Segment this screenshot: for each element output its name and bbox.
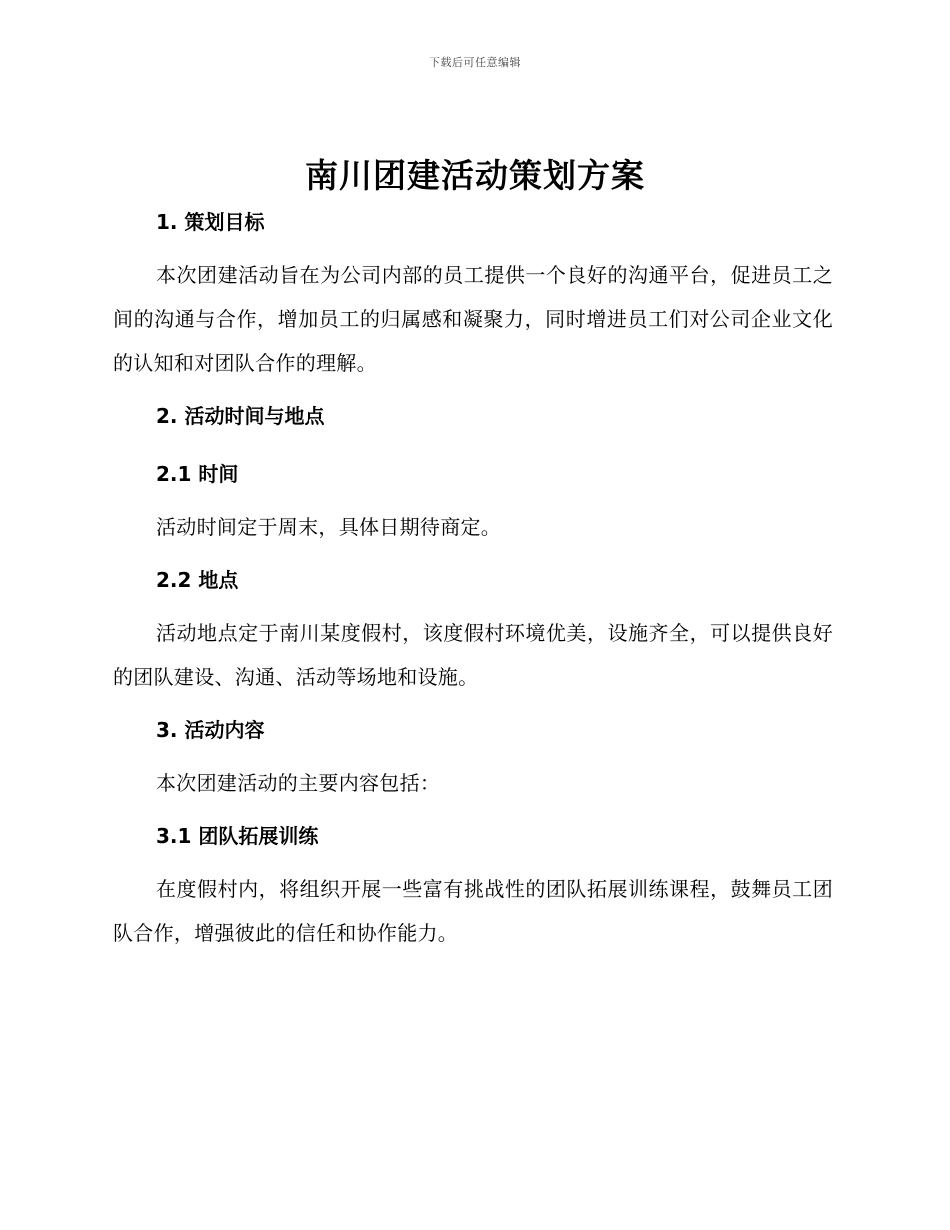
- section-heading-time-location: 2. 活动时间与地点: [156, 404, 325, 428]
- paragraph-location: 活动地点定于南川某度假村，该度假村环境优美，设施齐全，可以提供良好的团队建设、沟通、活动等场地和设施。: [113, 621, 833, 689]
- section-heading-goals: 1. 策划目标: [156, 210, 265, 234]
- section-heading-content: 3. 活动内容: [156, 718, 265, 742]
- document-title: 南川团建活动策划方案: [305, 156, 645, 195]
- document-body: [113, 205, 833, 955]
- section-heading-time: 2.1 时间: [156, 462, 239, 486]
- section-heading-location: 2.2 地点: [156, 568, 239, 592]
- paragraph-time: 活动时间定于周末，具体日期待商定。: [156, 515, 502, 539]
- paragraph-goals: 本次团建活动旨在为公司内部的员工提供一个良好的沟通平台，促进员工之间的沟通与合作，增加员工的归属感和凝聚力，同时增进员工们对公司企业文化的认知和对团队合作的理解。: [113, 263, 833, 375]
- paragraph-content-intro: 本次团建活动的主要内容包括：: [156, 771, 441, 795]
- header-note: 下载后可任意编辑: [429, 56, 521, 69]
- paragraph-team-training: 在度假村内，将组织开展一些富有挑战性的团队拓展训练课程，鼓舞员工团队合作，增强彼此的信任和协作能力。: [113, 877, 833, 945]
- section-heading-team-training: 3.1 团队拓展训练: [156, 824, 319, 848]
